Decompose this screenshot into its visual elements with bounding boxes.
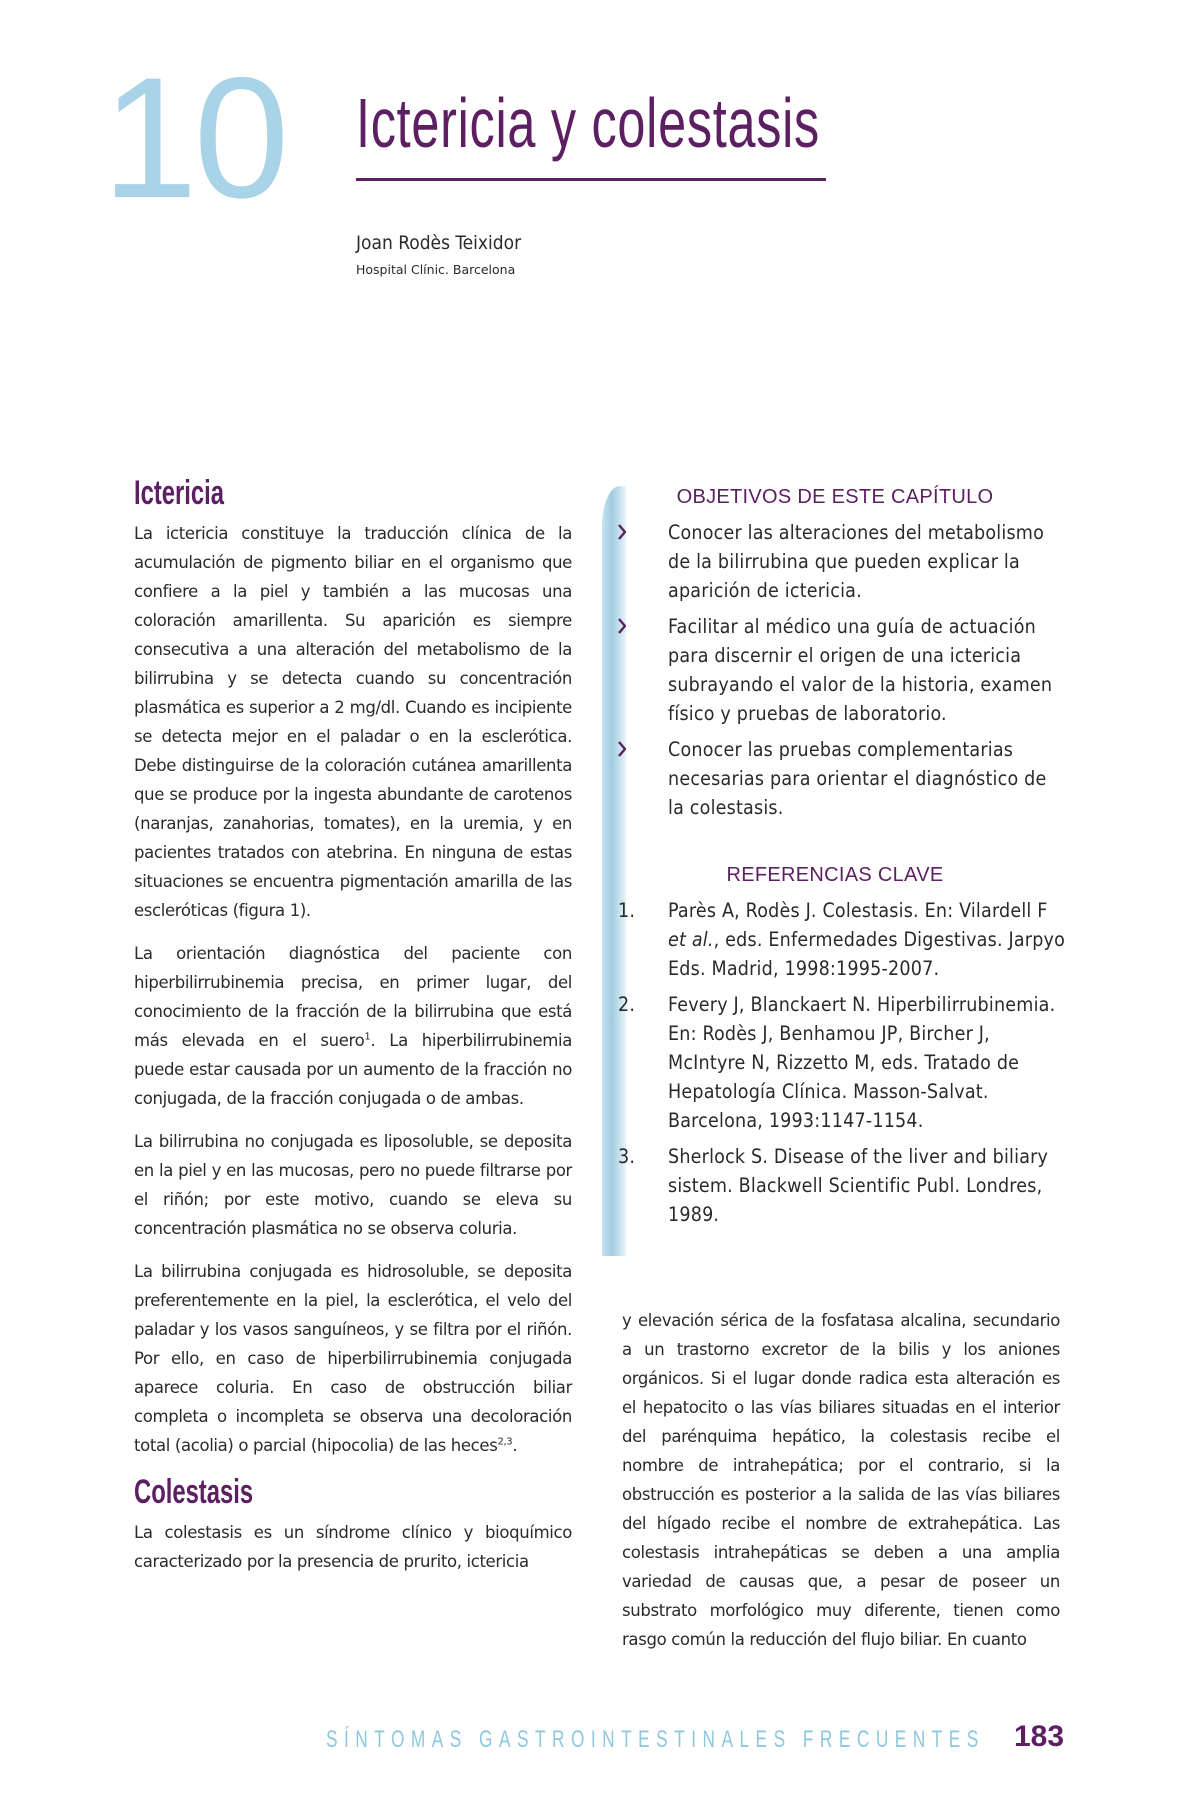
left-column — [134, 475, 572, 1590]
reference-text: Parès A, Rodès J. Colestasis. En: Vilardell F — [668, 899, 1048, 922]
objective-item — [618, 612, 1068, 728]
page-number: 183 — [1014, 1720, 1065, 1753]
references-title: REFERENCIAS CLAVE — [726, 864, 944, 886]
chapter-number: 10 — [102, 42, 286, 234]
objectives-title: OBJETIVOS DE ESTE CAPÍTULO — [676, 486, 994, 508]
paragraph-text: La orientación diagnóstica del paciente con hiperbilirrubinemia precisa, en primer lugar, del conocimiento de la fracción de la bilirrubina que está más elevada en el suero — [134, 944, 572, 1050]
paragraph — [134, 939, 572, 1113]
objective-text: Conocer las alteraciones del metabolismo de la bilirrubina que pueden explicar la aparición de ictericia. — [668, 521, 1045, 602]
bullet-icon — [618, 741, 626, 757]
author-name: Joan Rodès Teixidor — [356, 232, 522, 254]
references-list — [618, 896, 1068, 1236]
right-column — [622, 1306, 1060, 1668]
paragraph: y elevación sérica de la fosfatasa alcalina, secundario a un trastorno excretor de la bilis y los aniones orgánicos. Si el lugar donde radica esta alteración es el hepatocito o las vías biliares situadas en el interior del parénquima hepático, la colestasis recibe el nombre de intrahepática; por el contrario, si la obstrucción es posterior a la salida de las vías biliares del hígado recibe el nombre de extrahepática. Las colestasis intrahepáticas se deben a una amplia variedad de causas que, a pesar de poseer un substrato morfológico muy diferente, tienen como rasgo común la reducción del flujo biliar. En cuanto — [622, 1311, 1060, 1649]
objective-text: Conocer las pruebas complementarias necesarias para orientar el diagnóstico de la colestasis. — [668, 738, 1047, 819]
paragraph: La ictericia constituye la traducción clínica de la acumulación de pigmento biliar en el organismo que confiere a la piel y también a las mucosas una coloración amarillenta. Su aparición es siempre consecutiva a una alteración del metabolismo de la bilirrubina y se detecta cuando su concentración plasmática es superior a 2 mg/dl. Cuando es incipiente se detecta mejor en el paladar o en la esclerótica. Debe distinguirse de la coloración cutánea amarillenta que se produce por la ingesta abundante de carotenos (naranjas, zanahorias, tomates), en la uremia, y en pacientes tratados con atebrina. En ninguna de estas situaciones se encuentra pigmentación amarilla de las escleróticas (figura 1). — [134, 524, 572, 920]
citation-superscript[interactable]: 2,3 — [497, 1436, 513, 1448]
citation-superscript[interactable]: 1 — [364, 1031, 371, 1043]
reference-item — [618, 990, 1068, 1135]
sidebar-box — [602, 486, 1068, 1256]
reference-number: 2. — [618, 993, 636, 1016]
objective-item — [618, 518, 1068, 605]
author-affiliation: Hospital Clínic. Barcelona — [356, 262, 516, 277]
section-heading-ictericia: Ictericia — [134, 474, 224, 512]
reference-italic: et al. — [668, 928, 714, 951]
paragraph: La bilirrubina no conjugada es liposoluble, se deposita en la piel y en las mucosas, pero no puede filtrarse por el riñón; por este motivo, cuando se eleva su concentración plasmática no se observa coluria. — [134, 1132, 572, 1238]
paragraph: La colestasis es un síndrome clínico y bioquímico caracterizado por la presencia de prurito, ictericia — [134, 1523, 572, 1571]
objectives-list — [618, 518, 1068, 829]
paragraph-text: La bilirrubina conjugada es hidrosoluble, se deposita preferentemente en la piel, la esclerótica, el velo del paladar y los vasos sanguíneos, y se filtra por el riñón. Por ello, en caso de hiperbilirrubinemia conjugada aparece coluria. En caso de obstrucción biliar completa o incompleta se observa una decoloración total (acolia) o parcial (hipocolia) de las heces — [134, 1262, 572, 1455]
title-rule — [356, 178, 826, 181]
objective-item — [618, 735, 1068, 822]
reference-text: Sherlock S. Disease of the liver and biliary sistem. Blackwell Scientific Publ. Londres, 1989. — [668, 1145, 1049, 1226]
section-heading-colestasis: Colestasis — [134, 1473, 254, 1511]
footer-running-title: SÍNTOMAS GASTROINTESTINALES FRECUENTES — [326, 1726, 985, 1753]
bullet-icon — [618, 618, 626, 634]
reference-item — [618, 1142, 1068, 1229]
reference-text: , eds. Enfermedades Digestivas. Jarpyo Eds. Madrid, 1998:1995-2007. — [668, 928, 1066, 980]
paragraph — [134, 1257, 572, 1460]
objective-text: Facilitar al médico una guía de actuación para discernir el origen de una ictericia subrayando el valor de la historia, examen físico y pruebas de laboratorio. — [668, 615, 1053, 725]
bullet-icon — [618, 524, 626, 540]
chapter-title: Ictericia y colestasis — [356, 84, 820, 162]
reference-number: 1. — [618, 899, 636, 922]
reference-text: Fevery J, Blanckaert N. Hiperbilirrubinemia. En: Rodès J, Benhamou JP, Bircher J, McIntyre N, Rizzetto M, eds. Tratado de Hepatología Clínica. Masson-Salvat. Barcelona, 1993:1147-1154. — [668, 993, 1056, 1132]
paragraph-text: . La hiperbilirrubinemia puede estar causada por un aumento de la fracción no conjugada, de la fracción conjugada o de ambas. — [134, 1031, 572, 1108]
reference-item — [618, 896, 1068, 983]
paragraph-text: . — [512, 1436, 518, 1455]
reference-number: 3. — [618, 1145, 636, 1168]
